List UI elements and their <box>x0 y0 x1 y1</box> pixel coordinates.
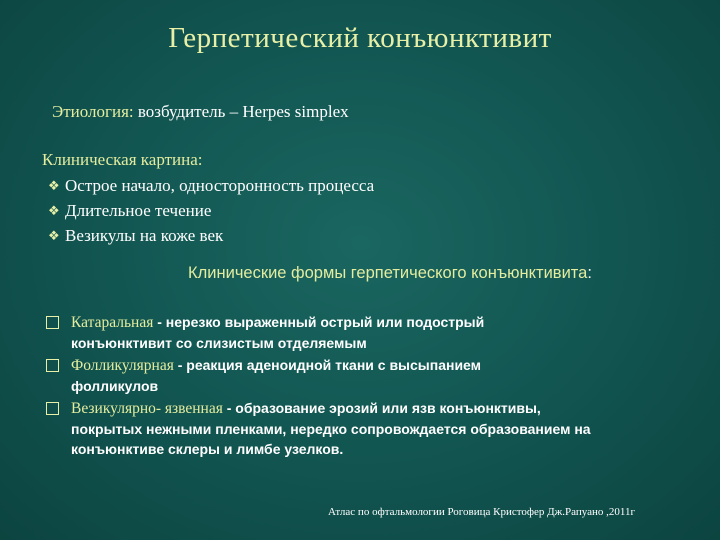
form-description-cont: фолликулов <box>71 378 159 394</box>
clinical-list <box>48 173 374 248</box>
form-item <box>44 312 684 353</box>
list-item-text: Везикулы на коже век <box>65 226 224 245</box>
list-item-text: Длительное течение <box>65 201 212 220</box>
square-bullet-icon <box>46 402 59 415</box>
form-name: Катаральная <box>71 314 154 331</box>
forms-heading-colon: : <box>587 264 592 282</box>
square-bullet-icon <box>46 359 59 372</box>
form-description-cont: конъюнктивит со слизистым отделяемым <box>71 335 367 351</box>
forms-heading <box>0 264 720 283</box>
form-item <box>44 355 684 396</box>
form-description-cont: конъюнктиве склеры и лимбе узелков. <box>71 441 344 457</box>
list-item <box>48 223 374 248</box>
slide-title: Герпетический конъюнктивит <box>168 22 552 54</box>
list-item-text: Острое начало, односторонность процесса <box>65 176 375 195</box>
form-description: - образование эрозий или язв конъюнктивы, <box>222 400 541 416</box>
diamond-bullet-icon: ❖ <box>48 203 60 218</box>
etiology-line <box>52 102 349 122</box>
diamond-bullet-icon: ❖ <box>48 178 60 193</box>
etiology-label: Этиология: <box>52 102 134 121</box>
form-description: - нерезко выраженный острый или подострый <box>153 314 485 330</box>
form-item <box>44 398 684 459</box>
form-name: Фолликулярная <box>71 357 174 374</box>
clinical-heading: Клиническая картина: <box>42 150 203 169</box>
form-description: - реакция аденоидной ткани с высыпанием <box>173 357 482 373</box>
citation: Атлас по офтальмологии Роговица Кристофер Дж.Рапуано ,2011г <box>328 506 635 518</box>
forms-heading-text: Клинические формы герпетического конъюнктивита <box>188 264 588 282</box>
forms-list <box>44 312 684 461</box>
list-item <box>48 198 374 223</box>
form-name: Везикулярно- язвенная <box>71 400 223 417</box>
square-bullet-icon <box>46 316 59 329</box>
form-description-cont: покрытых нежными пленками, нередко сопровождается образованием на <box>71 421 591 437</box>
etiology-text: возбудитель – Herpes simplex <box>133 102 349 121</box>
diamond-bullet-icon: ❖ <box>48 228 60 243</box>
list-item <box>48 173 374 198</box>
